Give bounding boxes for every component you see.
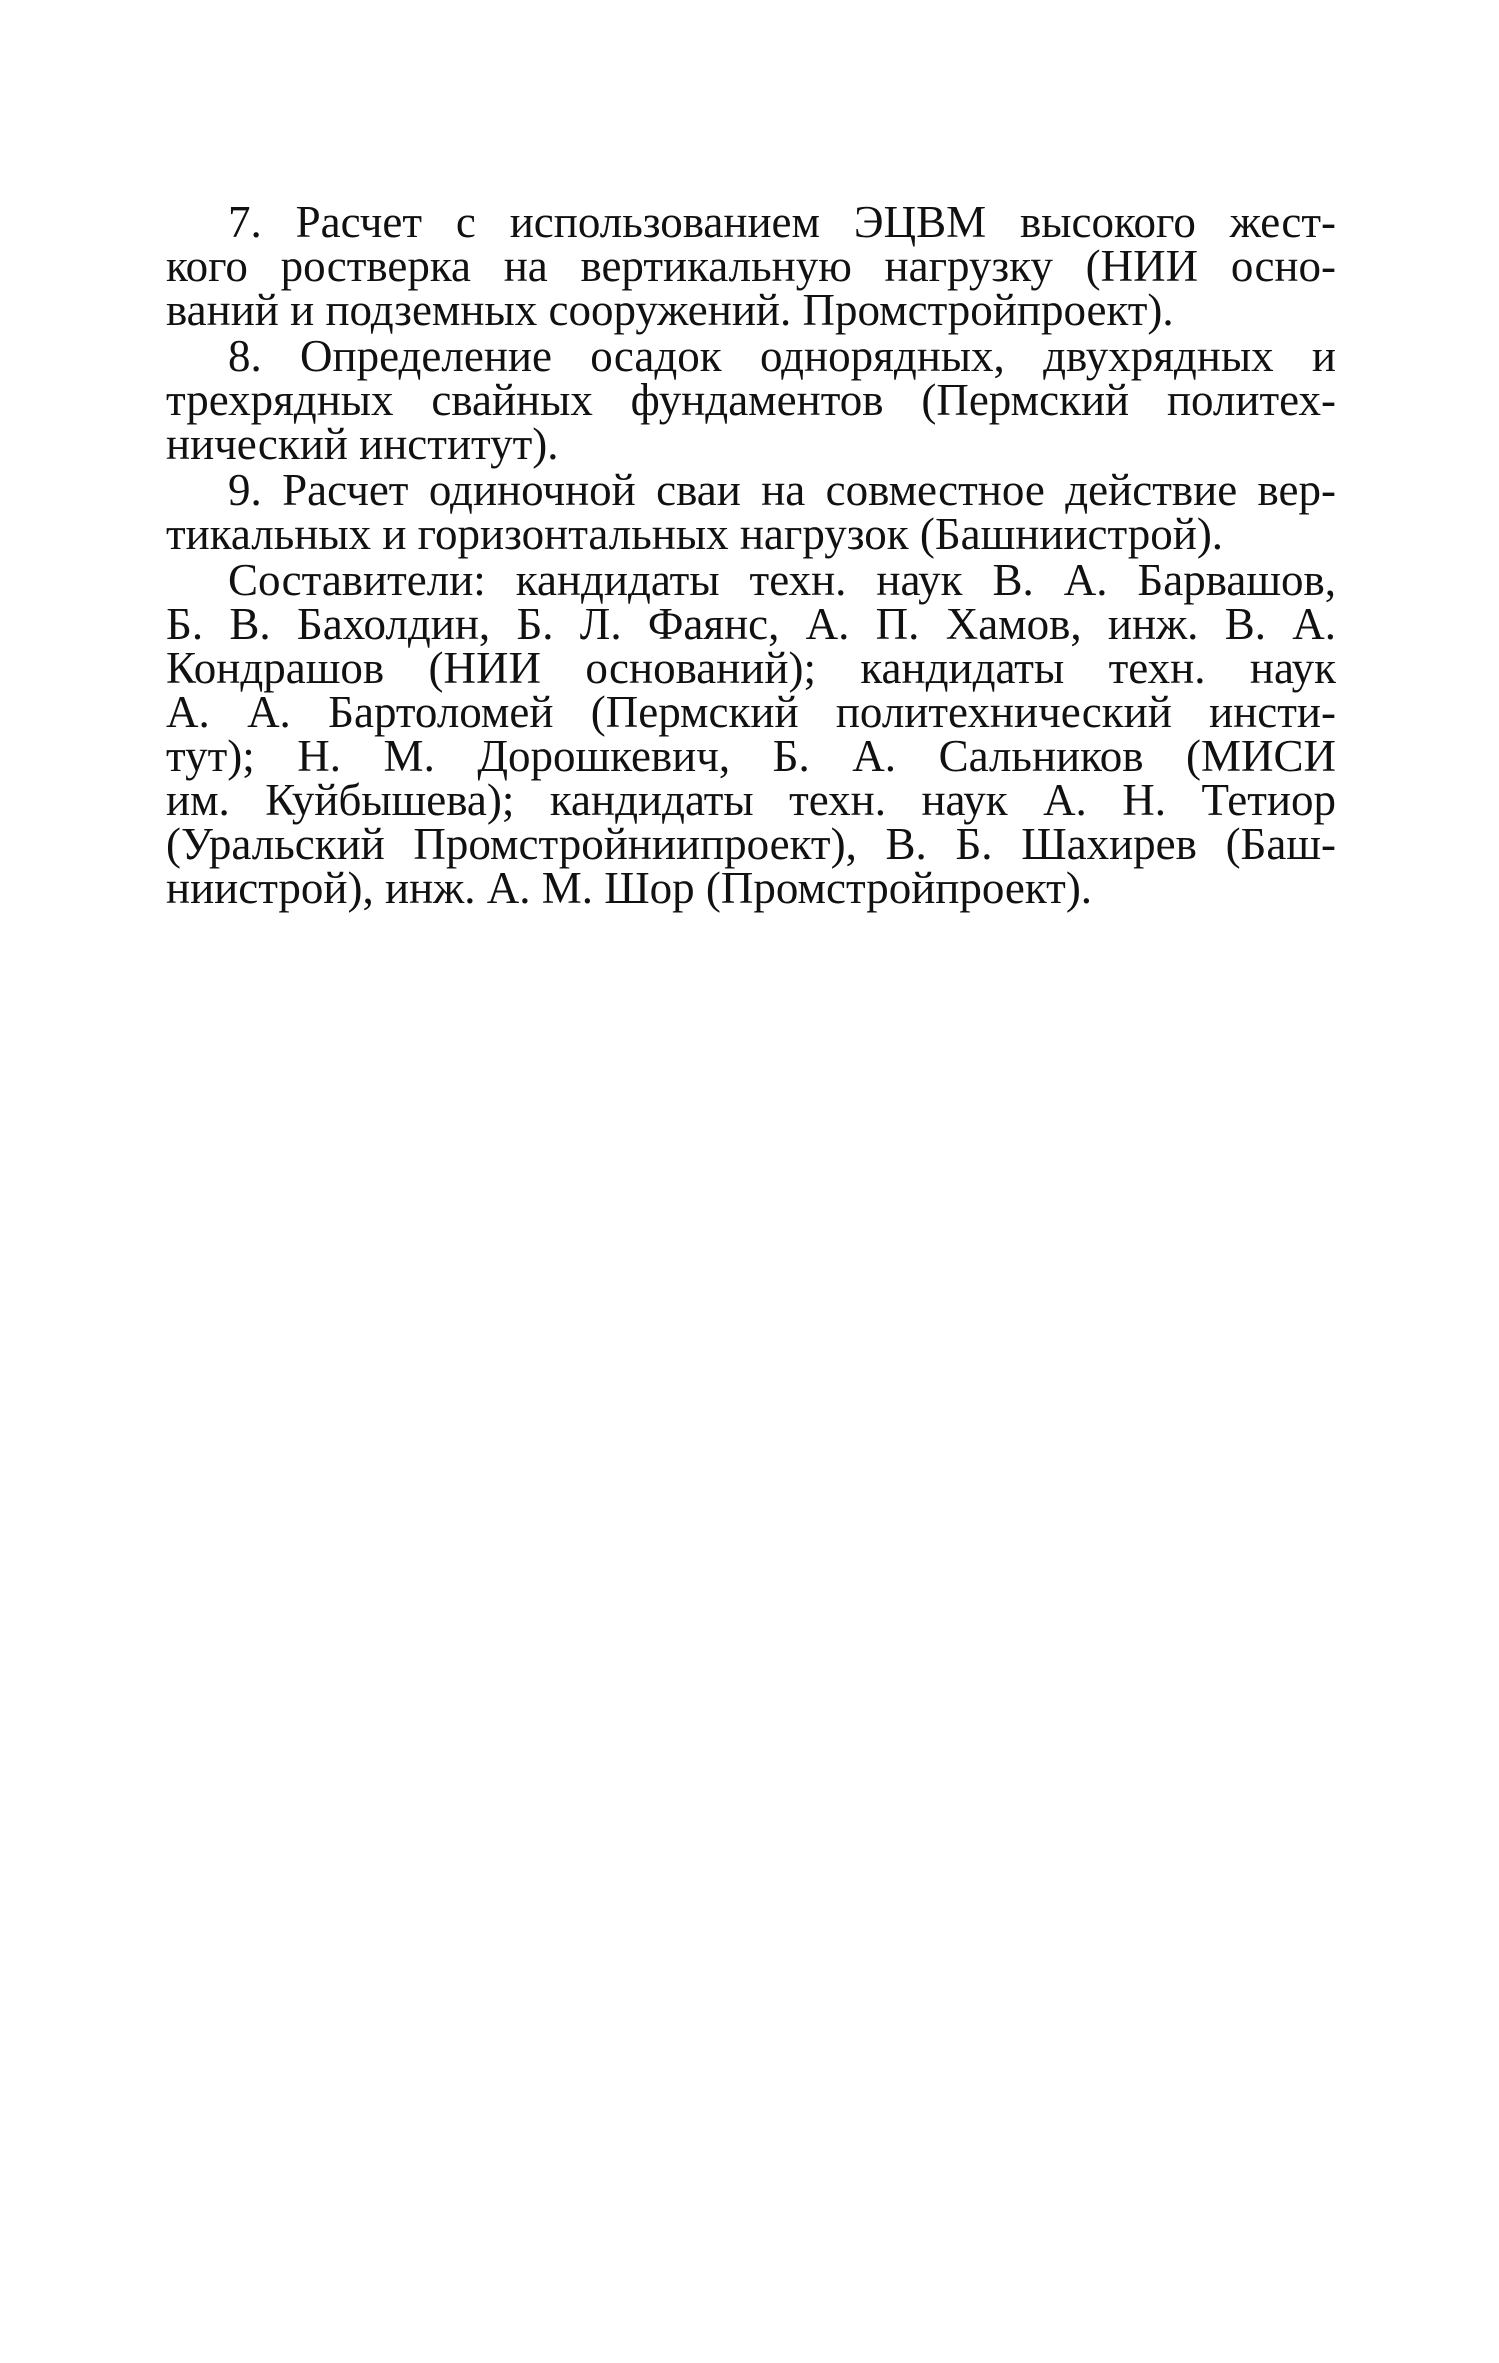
list-item-8-line-1: 8. Определение осадок однорядных, двухрядных и bbox=[228, 331, 1336, 381]
list-item-9 bbox=[166, 465, 1336, 559]
authors-line-7: (Уральский Промстройниипроект), В. Б. Шахирев (Баш- bbox=[166, 819, 1336, 869]
list-item-8 bbox=[166, 331, 1336, 469]
authors-line-1: Составители: кандидаты техн. наук В. А. Барвашов, bbox=[228, 555, 1336, 605]
authors-line-6: им. Куйбышева); кандидаты техн. наук А. Н. Тетиор bbox=[166, 775, 1336, 825]
list-item-7-line-2: кого ростверка на вертикальную нагрузку (НИИ осно- bbox=[166, 241, 1336, 291]
authors-line-2: Б. В. Бахолдин, Б. Л. Фаянс, А. П. Хамов, инж. В. А. bbox=[166, 599, 1336, 649]
list-item-9-line-1: 9. Расчет одиночной сваи на совместное действие вер- bbox=[228, 465, 1336, 515]
authors-line-5: тут); Н. М. Дорошкевич, Б. А. Сальников (МИСИ bbox=[166, 731, 1336, 781]
authors-line-8: ниистрой), инж. А. М. Шор (Промстройпроект). bbox=[166, 863, 1093, 913]
authors-line-3: Кондрашов (НИИ оснований); кандидаты техн. наук bbox=[166, 643, 1336, 693]
list-item-7-line-1: 7. Расчет с использованием ЭЦВМ высокого жест- bbox=[228, 197, 1336, 247]
list-item-8-line-2: трехрядных свайных фундаментов (Пермский политех- bbox=[166, 375, 1336, 425]
authors-line-4: А. А. Бартоломей (Пермский политехнический инсти- bbox=[166, 687, 1336, 737]
list-item-7-line-3: ваний и подземных сооружений. Промстройпроект). bbox=[166, 285, 1174, 335]
authors-paragraph bbox=[166, 555, 1336, 913]
list-item-9-line-2: тикальных и горизонтальных нагрузок (Башниистрой). bbox=[166, 509, 1224, 559]
list-item-8-line-3: нический институт). bbox=[166, 419, 559, 469]
list-item-7 bbox=[166, 197, 1336, 335]
text-body bbox=[166, 197, 1336, 913]
